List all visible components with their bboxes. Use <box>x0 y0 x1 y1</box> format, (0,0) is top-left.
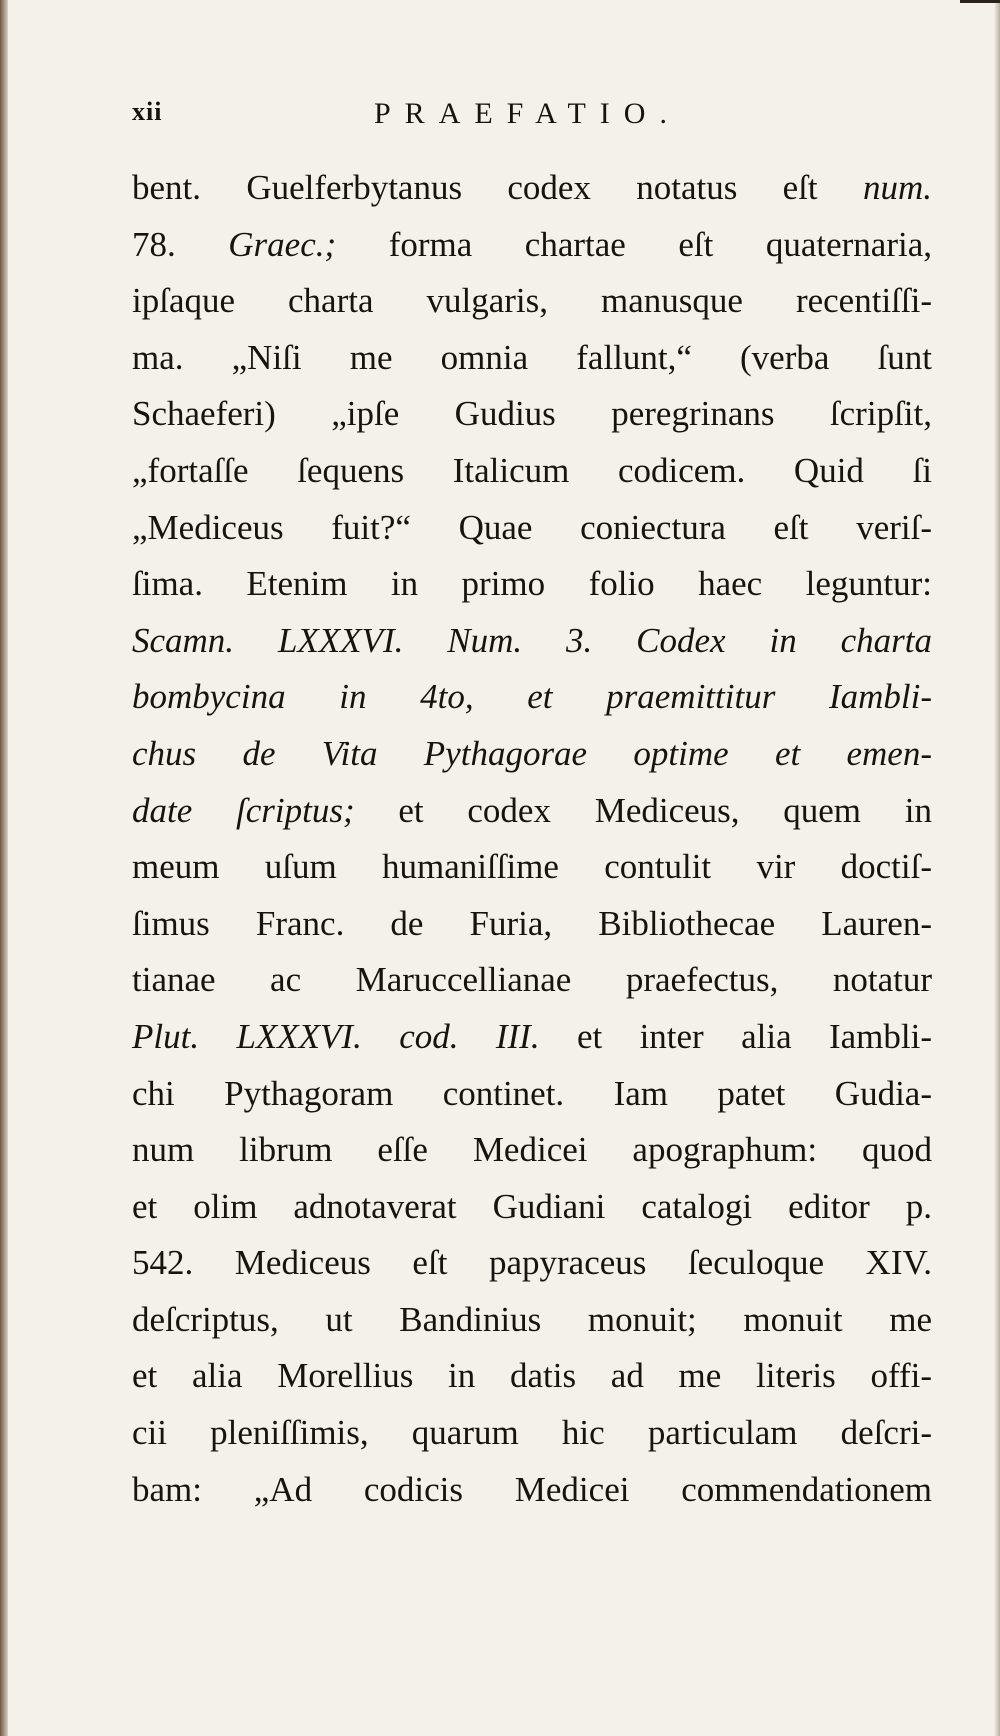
text-line <box>132 896 932 953</box>
text-segment: ſima. Etenim in primo folio haec leguntur: <box>132 564 932 604</box>
running-head <box>0 97 1000 137</box>
spine-shadow <box>0 0 8 1736</box>
text-segment: et olim adnotaverat Gudiani catalogi editor p. <box>132 1186 932 1226</box>
text-segment: num librum eſſe Medicei apographum: quod <box>132 1130 932 1170</box>
text-segment: et alia Morellius in datis ad me literis offi- <box>132 1356 932 1396</box>
text-line <box>132 1066 932 1123</box>
text-segment-italic: num. <box>862 168 932 207</box>
text-segment-italic: Plut. LXXXVI. cod. III. <box>132 1016 540 1056</box>
text-line <box>132 386 932 443</box>
text-line <box>132 273 932 330</box>
text-segment: bent. Guelferbytanus codex notatus eſt <box>132 168 863 207</box>
text-line <box>132 1462 932 1519</box>
running-title: PRAEFATIO. <box>374 97 681 130</box>
text-line <box>132 1009 932 1066</box>
text-segment: ipſaque charta vulgaris, manusque recentiſſi- <box>132 281 932 321</box>
text-segment-italic: Scamn. LXXXVI. Num. 3. Codex in charta <box>132 620 932 660</box>
text-line <box>132 160 932 217</box>
text-line <box>132 556 932 613</box>
text-line <box>132 1348 932 1405</box>
text-line <box>132 1235 932 1292</box>
text-segment-italic: Graec.; <box>228 224 337 264</box>
text-segment: forma chartae eſt quaternaria, <box>336 224 932 264</box>
text-segment: „Mediceus fuit?“ Quae coniectura eſt veriſ- <box>132 507 932 547</box>
text-line <box>132 613 932 670</box>
text-segment: meum uſum humaniſſime contulit vir doctiſ- <box>132 847 932 887</box>
text-segment: „fortaſſe ſequens Italicum codicem. Quid ſi <box>132 450 932 490</box>
page-number: xii <box>132 97 163 126</box>
text-segment: deſcriptus, ut Bandinius monuit; monuit me <box>132 1299 932 1339</box>
text-line <box>132 669 932 726</box>
body-text <box>132 160 932 1518</box>
text-line <box>132 500 932 557</box>
text-segment: Schaeferi) „ipſe Gudius peregrinans ſcripſit, <box>132 394 932 434</box>
text-line <box>132 839 932 896</box>
text-line <box>132 330 932 387</box>
text-segment: ſimus Franc. de Furia, Bibliothecae Lauren- <box>132 903 932 943</box>
text-segment-italic: chus de Vita Pythagorae optime et emen- <box>132 733 932 773</box>
text-segment-italic: date ſcriptus; <box>132 790 355 830</box>
text-segment: ma. „Niſi me omnia fallunt,“ (verba ſunt <box>132 337 932 377</box>
text-line <box>132 443 932 500</box>
text-segment: cii pleniſſimis, quarum hic particulam deſcri- <box>132 1413 932 1453</box>
text-segment: et codex Mediceus, quem in <box>354 790 932 830</box>
text-line <box>132 726 932 783</box>
text-line <box>132 1122 932 1179</box>
text-segment: chi Pythagoram continet. Iam patet Gudia- <box>132 1073 932 1113</box>
text-line <box>132 952 932 1009</box>
page-edge-shadow <box>994 0 1000 1736</box>
text-segment: tianae ac Maruccellianae praefectus, notatur <box>132 960 932 1000</box>
text-line <box>132 1292 932 1349</box>
text-line <box>132 783 932 840</box>
text-line <box>132 1405 932 1462</box>
text-line <box>132 1179 932 1236</box>
text-line <box>132 217 932 274</box>
text-segment: et inter alia Iambli- <box>539 1016 932 1056</box>
text-segment: bam: „Ad codicis Medicei commendationem <box>132 1469 932 1509</box>
text-segment: 542. Mediceus eſt papyraceus ſeculoque XIV. <box>132 1243 932 1283</box>
corner-mark <box>960 0 1000 15</box>
text-segment-italic: bombycina in 4to, et praemittitur Iambli- <box>132 677 932 717</box>
text-segment: 78. <box>132 224 229 264</box>
